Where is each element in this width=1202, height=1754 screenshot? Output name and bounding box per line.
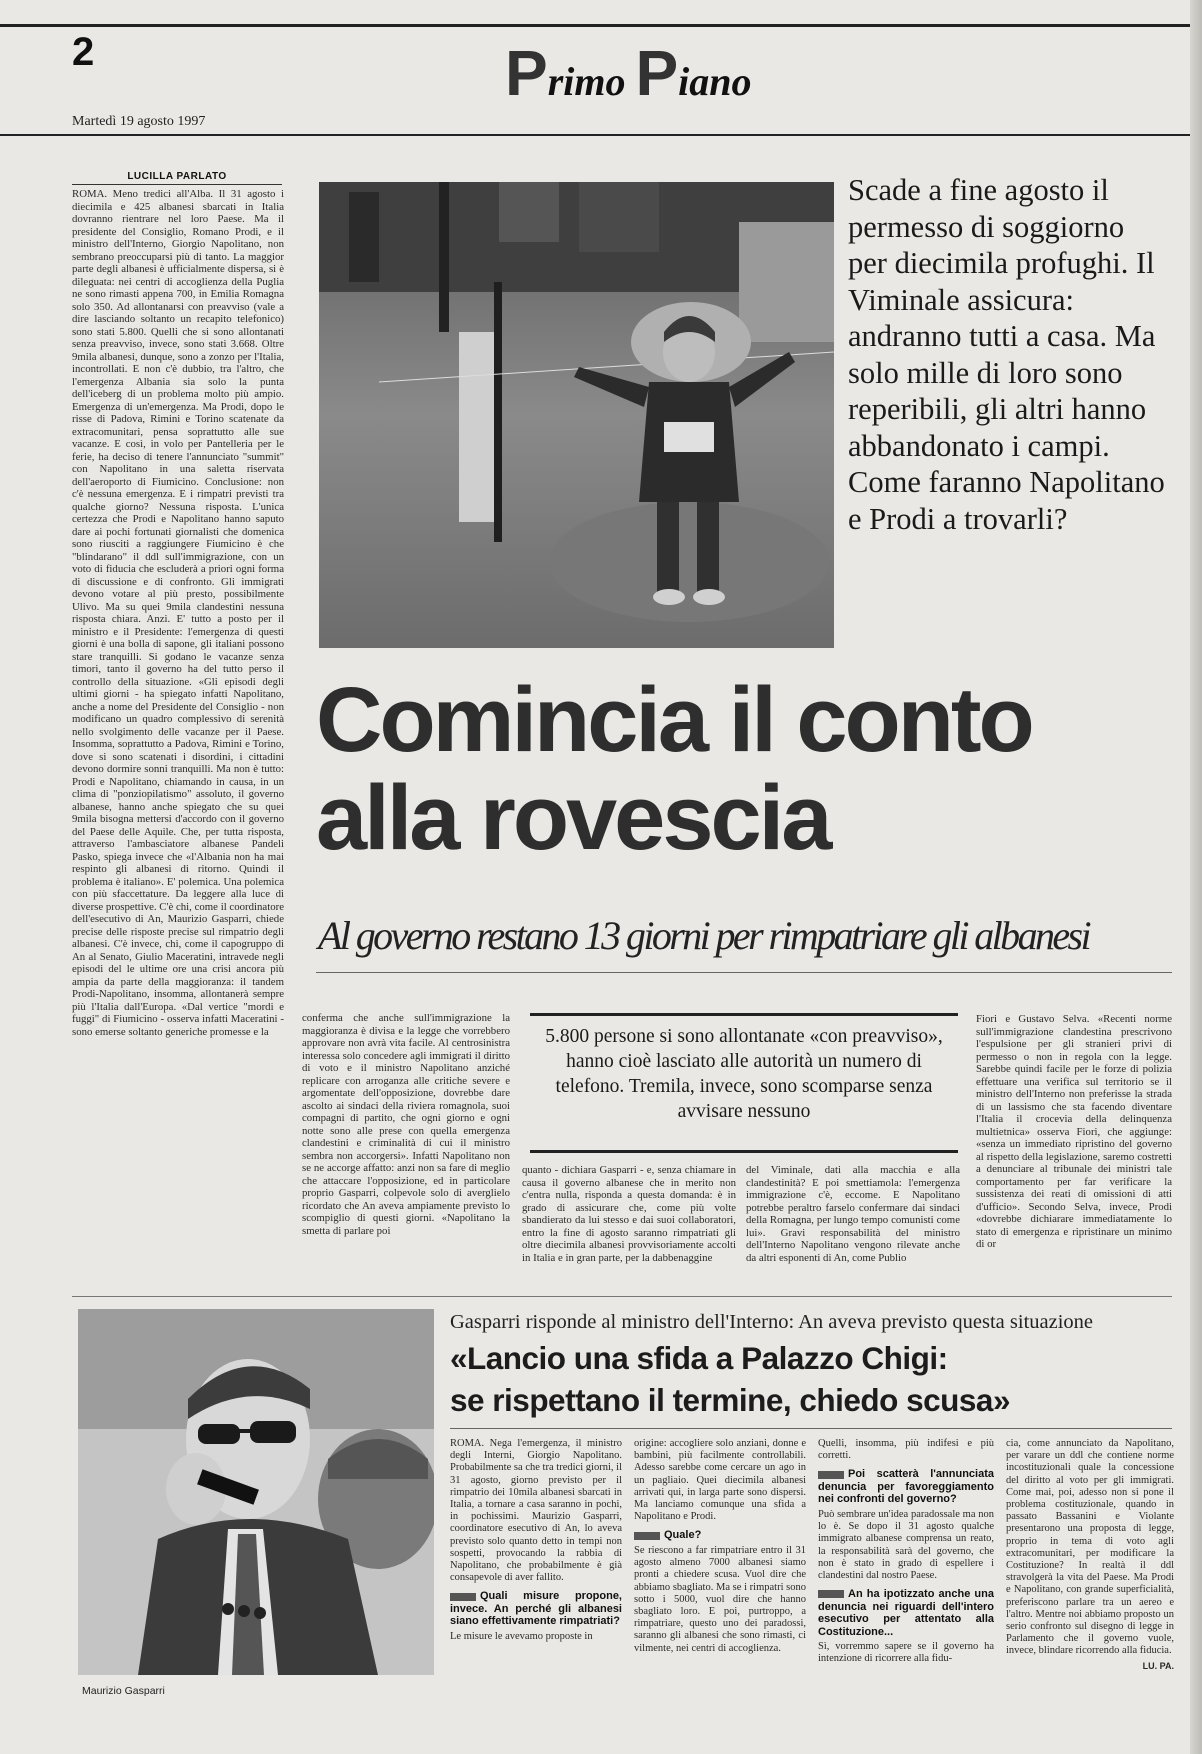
question-marker xyxy=(634,1532,660,1540)
interview-col3-answer-2: Sì, vorremmo sapere se il governo ha intenzione di ricorrere alla fidu- xyxy=(818,1641,994,1665)
interview-question-2-text: Quale? xyxy=(664,1529,702,1542)
interview-headline-line-2: se rispettano il termine, chiedo scusa» xyxy=(450,1382,1010,1418)
interview-column-3 xyxy=(818,1438,994,1703)
interview-col3-text: Quelli, insomma, più indifesi e più corretti. xyxy=(818,1438,994,1462)
main-headline-line-1: Comincia il conto xyxy=(316,669,1032,771)
gasparri-photo xyxy=(78,1309,434,1675)
question-marker xyxy=(818,1590,844,1598)
main-headline-line-2: alla rovescia xyxy=(316,767,830,869)
interview-col3-answer-1: Può sembrare un'idea paradossale ma non lo è. Se dopo il 31 agosto qualche immigrato albanese comprensa un reato, la responsabilità sarà del governo, che non è stato in grado di espellere i clandestini dal nostro Paese. xyxy=(818,1508,994,1581)
lead-story-column-1: ROMA. Meno tredici all'Alba. Il 31 agosto i diecimila e 425 albanesi sbarcati in Italia dovranno rientrare nel loro Paese. Ma il presidente del Consiglio, Romano Prodi, e il ministro dell'Interno, Giorgio Napolitano, non sembrano preoccuparsi più di tanto. La maggior parte degli albanesi è ufficialmente dispersa, si è dileguata: nei centri di accoglienza della Puglia ne sono rimasti appena 700, in Emilia Romagna solo 350. Ad allontanarsi con preavviso (vale a dire lasciando soltanto un recapito telefonico) sono stati 5.800. Quelli che si sono allontanati senza preavviso, invece, sono stati 3.668. Oltre 9mila albanesi, dunque, sono a zonzo per l'Italia, incontrollati. E non c'è dubbio, tra l'altro, che l'emergenza Albania sia solo la punta dell'iceberg di un problema molto più ampio. Emergenza di un'emergenza. Ma Prodi, dopo le risse di Padova, Rimini e Torino scatenate da extracomunitari, pensa soprattutto alle sue vacanze. E così, in volo per Pantelleria per le ferie, ha deciso di tenere l'annunciato "summit" con Napolitano in una saletta riservata dell'aeroporto di Fiumicino. Conclusione: non c'è nessuna emergenza. E i rimpatri previsti tra qualche giorno? Nessuna risposta. L'unica certezza che Prodi e Napolitano hanno saputo dare ai pochi fortunati giornalisti che domenica sono riusciti a raggiungere Fiumicino è che "blindarano" il ddl sull'immigrazione, con un voto di fiducia che escluderà a priori ogni forma di discussione e di confronto. Gli immigrati devono votare al più presto, possibilmente Ulivo. Ma su quei 9mila clandestini nessuna risposta chiara. Anzi. E' tutto a posto per il ministro e il Presidente: l'emergenza di questi giorni è una bolla di sapone, gli italiani possono stare tranquilli. Si godano le vacanze senza timori, tanto il governo ha del tutto perso il controllo della situazione. «Gli episodi degli ultimi giorni - ha spiegato infatti Napolitano, anche a nome del Presidente del Consiglio - non modificano un quadro complessivo di serenità nello svolgimento delle vacanze per il Paese. Insomma, soprattutto a Padova, Rimini e Torino, dove si sono scatenati i disordini, i cittadini devono dormire sonni tranquilli. Ma non è tutto: Prodi e Napolitano, chiamando in causa, in un clima di "ponziopilatismo" assoluto, il governo albanese, hanno anche spiegato che su quei 9mila bisogna mettersi d'accordo con il governo del Paese delle Aquile. Che, per tutta risposta, attraverso l'ambasciatore albanese Pandeli Pasko, spiega invece che «l'Albania non ha mai respinto gli albanesi di ritorno. Quindi il problema è italiano». E' polemica. Una polemica con più sfaccettature. Da leggere alla luce di diverse prospettive. C'è chi, come il coordinatore dell'esecutivo di An, Maurizio Gasparri, chiede precise delle risposte precise sul rimpatrio degli albanesi. C'è invece, chi, come il capogruppo di An al Senato, Giulio Maceratini, intravede negli episodi del le ultime ore una crisi ancora più ampia da parte della maggioranza: il tandem Prodi-Napolitano, insomma, allontanerà sempre più l'Italia dall'Europa. «Dal vertice "mordi e fuggi" di Fiumicino - osserva infatti Maceratini - sono emerse soltanto generiche promesse e la xyxy=(72,188,284,1038)
issue-date: Martedì 19 agosto 1997 xyxy=(72,114,206,129)
child-camp-photo-image xyxy=(319,182,834,648)
interview-column-1 xyxy=(450,1438,622,1703)
interview-question-1-text: Quali misure propone, invece. An perché gli albanesi siano effettivamente rimpatriati? xyxy=(450,1590,622,1628)
interview-question-3 xyxy=(818,1468,994,1506)
teaser-text: Scade a fine agosto il permesso di soggiorno per diecimila profughi. Il Viminale assicura: andranno tutti a casa. Ma solo mille di loro sono reperibili, gli altri hanno abbandonato i campi. Come faranno Napolitano e Prodi a trovarli? xyxy=(848,173,1165,536)
interview-question-2 xyxy=(634,1529,806,1542)
interview-col4-text: cia, come annunciato da Napolitano, per varare un ddl che contiene norme incostituzionali quale la concessione del diritto al voto per gli immigrati. Come mai, poi, adesso non si pone il problema costituzionale, quando in passato Bassanini e Violante presentarono una proposta di legge, proprio in tema di voto agli extracomunitari, per modificare la Costituzione? In realtà il ddl stravolgerà la vita del Paese. Ma Prodi e Napolitano, con grande superficialità, preferiscono parlare tra un aereo e l'altro. Mentre noi abbiamo proposto un serio confronto sul disegno di legge in Parlamento che il governo vuole, invece, blindare ricorrendo alla fiducia. xyxy=(1006,1438,1174,1657)
interview-question-4-text: An ha ipotizzato anche una denuncia nei riguardi dell'intero esecutivo per attentato alla Costituzione... xyxy=(818,1588,994,1638)
pull-quote-bottom-rule xyxy=(530,1150,958,1153)
subheadline: Al governo restano 13 giorni per rimpatriare gli albanesi xyxy=(318,913,1090,958)
lead-story-column-5: Fiori e Gustavo Selva. «Recenti norme sull'immigrazione clandestina prescrivono l'espulsione per gli stranieri privi di permesso o non in regola con la legge. Sarebbe quindi facile per le forze di polizia effettuare una verifica sul territorio se il ministro dell'Interno non preferisse la strada di un lassismo che sta facendo diventare l'Italia il crocevia della delinquenza multietnica» osserva Fiori, che aggiunge: «senza un immediato ripristino del governo al rispetto della legislazione, saremo costretti a denunciare al tribunale dei ministri tale comportamento per far verificare la sussistenza dei reati di omissioni di atti d'ufficio». Secondo Selva, invece, Prodi «dovrebbe dichiarare immediatamente lo stato di emergenza e ripristinare un minimo di or xyxy=(976,1013,1172,1250)
interview-kicker: Gasparri risponde al ministro dell'Interno: An aveva previsto questa situazione xyxy=(450,1311,1094,1333)
page-edge xyxy=(1190,0,1202,1754)
headline-rule xyxy=(316,972,1172,973)
header-rule xyxy=(0,134,1202,136)
question-marker xyxy=(450,1593,476,1601)
child-camp-photo xyxy=(319,182,834,648)
interview-column-4 xyxy=(1006,1438,1174,1703)
section-cap-1: P xyxy=(505,37,548,109)
interview-rule xyxy=(450,1428,1172,1429)
interview-headline-line-1: «Lancio una sfida a Palazzo Chigi: xyxy=(450,1340,948,1376)
interview-col1-text: ROMA. Nega l'emergenza, il ministro degli Interni, Giorgio Napolitano. Probabilmente sa che tra tredici giorni, il 31 agosto, giorno previsto per il rimpatrio dei 10mila albanesi sbarcati in Italia, a tornare a casa saranno in pochi, in pochissimi. Maurizio Gasparri, coordinatore esecutivo di An, lo aveva previsto solo quanto detto in tempi non sospetti, provocando la rabbia di Napolitano, che probabilmente è già consapevole di aver fallito. xyxy=(450,1438,622,1584)
question-marker xyxy=(818,1471,844,1479)
byline: LUCILLA PARLATO xyxy=(72,171,282,185)
photo-caption: Maurizio Gasparri xyxy=(82,1685,165,1697)
interview-question-4 xyxy=(818,1588,994,1638)
lead-story-column-4: del Viminale, dati alla macchia e alla clandestinità? E poi smettiamola: l'emergenza immigrazione c'è, eccome. E Napolitano potrebbe peraltro farselo confermare dai sindaci della Romagna, per lungo tempo comunisti come lui». Gravi responsabilità del ministro dell'Interno Napolitano vengono rilevate anche da altri esponenti di An, come Publio xyxy=(746,1164,960,1264)
interview-col2-answer: Se riescono a far rimpatriare entro il 31 agosto almeno 7000 albanesi siamo pronti a chiedere scusa. Vuol dire che abbiamo sbagliato. Ma se i rimpatri sono sotto i 5000, vuol dire che hanno sbagliato loro. E poi, purtroppo, a rimpatriare, questo uno dei paradossi, saranno gli albanesi che sono rimasti, ci vilmente, nei centri di accoglienza. xyxy=(634,1544,806,1654)
interview-question-3-text: Poi scatterà l'annunciata denuncia per favoreggiamento nei confronti del governo? xyxy=(818,1468,994,1506)
section-divider xyxy=(72,1296,1172,1297)
top-rule xyxy=(0,24,1202,27)
interview-signature: LU. PA. xyxy=(1142,1660,1174,1671)
pull-quote-top-rule xyxy=(530,1013,958,1016)
interview-col1-answer: Le misure le avevamo proposte in xyxy=(450,1630,593,1642)
section-title xyxy=(505,36,765,109)
page-number: 2 xyxy=(72,30,95,74)
section-word-1: rimo xyxy=(547,59,636,104)
interview-col2-text: origine: accogliere solo anziani, donne e bambini, più facilmente controllabili. Adesso sarebbe come cercare un ago in un pagliaio. Quei diecimila albanesi arrivati qui, in larga parte sono dispersi. Ma lanciamo comunque una sfida a Napolitano e Prodi. xyxy=(634,1438,806,1523)
gasparri-photo-image xyxy=(78,1309,434,1675)
lead-story-column-3: quanto - dichiara Gasparri - e, senza chiamare in causa il governo albanese che in merito non c'entra nulla, risponda a questa domanda: è in grado di assicurare che, come più volte sbandierato da lui stesso e dai suoi collaboratori, entro la fine di agosto saranno rimpatriati gli oltre diecimila albanesi provvisoriamente accolti in Italia e in gran parte, per la dabbenaggine xyxy=(522,1164,736,1264)
interview-question-1 xyxy=(450,1590,622,1628)
section-word-2: iano xyxy=(678,59,752,104)
pull-quote: 5.800 persone si sono allontanate «con preavviso», hanno cioè lasciato alle autorità un numero di telefono. Tremila, invece, sono scomparse senza avvisare nessuno xyxy=(545,1026,943,1122)
section-cap-2: P xyxy=(635,37,679,109)
interview-column-2 xyxy=(634,1438,806,1703)
lead-story-column-2: conferma che anche sull'immigrazione la maggioranza è divisa e la legge che vorrebbero approvare non avrà vita facile. Al centrosinistra interessa solo concedere agli immigrati il diritto di voto e il ministro Napolitano anziché replicare con arroganza alle critiche severe e argomentate dell'opposizione, dovrebbe dare ascolto ai sindaci della riviera romagnola, suoi compagni di partito, che ogni giorno e ogni notte sono alle prese con quella emergenza clandestini e criminalità di cui il ministro sembra non accorgersi». Infatti Napolitano non se ne accorge affatto: anzi non sa fare di meglio che attaccare l'opposizione, ed in particolare proprio Gasparri, colpevole solo di averglielo ricordato che An aveva ampiamente previsto lo scompiglio di questi giorni. «Napolitano la smetta di parlare poi xyxy=(302,1012,510,1237)
